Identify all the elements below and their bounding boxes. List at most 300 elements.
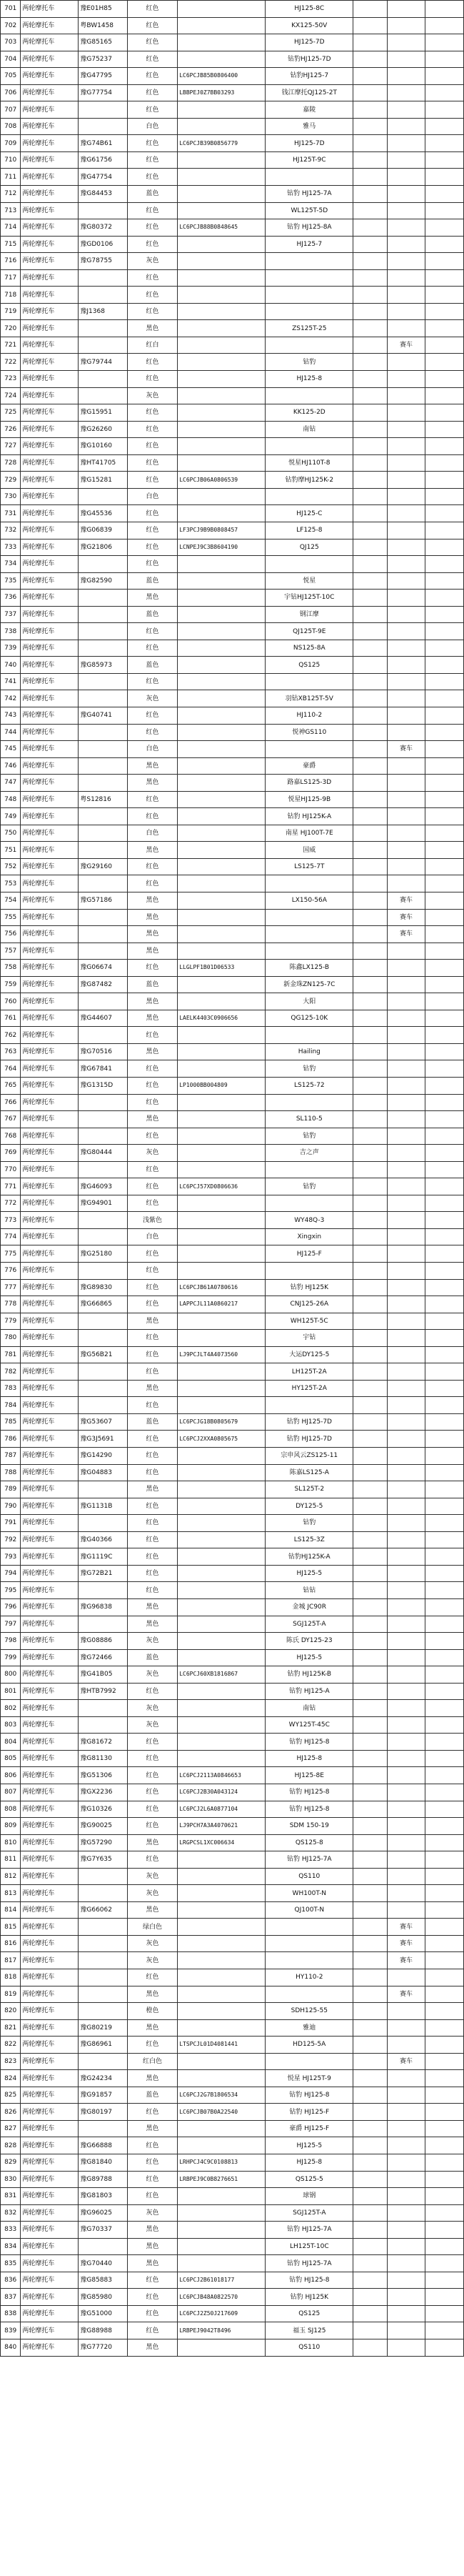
blank-cell (353, 606, 387, 623)
blank-cell (425, 404, 464, 422)
note-cell (387, 1363, 425, 1381)
blank-cell (425, 151, 464, 169)
blank-cell (353, 472, 387, 489)
vehicle-model: KX125-50V (266, 17, 353, 34)
plate-number: 豫G90025 (79, 1818, 127, 1835)
plate-number (79, 2238, 127, 2255)
blank-cell (425, 741, 464, 758)
note-cell (387, 2154, 425, 2172)
blank-cell (353, 539, 387, 556)
vin-number (178, 791, 266, 808)
blank-cell (353, 151, 387, 169)
blank-cell (353, 2003, 387, 2020)
table-row (1, 539, 464, 556)
vehicle-type: 两轮摩托车 (21, 1649, 79, 1666)
table-row (1, 892, 464, 909)
plate-number: 豫G06674 (79, 960, 127, 977)
vehicle-model: 钻豹 HJ125-7A (266, 186, 353, 203)
vehicle-model (266, 741, 353, 758)
vin-number (178, 1060, 266, 1078)
vehicle-color: 红色 (127, 1178, 177, 1195)
note-cell (387, 1801, 425, 1818)
vin-number (178, 775, 266, 792)
table-row (1, 2037, 464, 2054)
vehicle-color: 蓝色 (127, 2087, 177, 2104)
blank-cell (353, 1279, 387, 1296)
plate-number: 豫G10326 (79, 1801, 127, 1818)
blank-cell (353, 186, 387, 203)
row-number: 730 (1, 488, 21, 505)
row-number: 769 (1, 1145, 21, 1162)
vehicle-type: 两轮摩托车 (21, 2120, 79, 2137)
row-number: 760 (1, 993, 21, 1010)
vehicle-type: 两轮摩托车 (21, 2087, 79, 2104)
plate-number: 豫G70516 (79, 1043, 127, 1060)
table-row (1, 421, 464, 438)
blank-cell (353, 2137, 387, 2154)
plate-number (79, 371, 127, 388)
blank-cell (353, 2289, 387, 2306)
vin-number (178, 1649, 266, 1666)
note-cell: 赛车 (387, 2053, 425, 2070)
table-row (1, 51, 464, 68)
vehicle-type: 两轮摩托车 (21, 960, 79, 977)
blank-cell (353, 2238, 387, 2255)
blank-cell (425, 1700, 464, 1717)
vehicle-color: 红色 (127, 1346, 177, 1363)
blank-cell (425, 17, 464, 34)
vin-number (178, 1, 266, 18)
vin-number: LC6PCJ2G7B1806534 (178, 2087, 266, 2104)
blank-cell (353, 1145, 387, 1162)
blank-cell (353, 875, 387, 892)
plate-number: 豫G81672 (79, 1734, 127, 1751)
vehicle-color: 黑色 (127, 1111, 177, 1128)
row-number: 797 (1, 1616, 21, 1633)
vehicle-model: SGJ125T-A (266, 2204, 353, 2222)
plate-number: 豫G40741 (79, 707, 127, 724)
row-number: 770 (1, 1161, 21, 1178)
note-cell (387, 943, 425, 960)
vehicle-type: 两轮摩托车 (21, 741, 79, 758)
row-number: 766 (1, 1094, 21, 1111)
vehicle-model: 大运DY125-5 (266, 1346, 353, 1363)
row-number: 741 (1, 673, 21, 690)
row-number: 791 (1, 1515, 21, 1532)
blank-cell (425, 2289, 464, 2306)
blank-cell (425, 2204, 464, 2222)
vin-number (178, 253, 266, 270)
blank-cell (425, 1228, 464, 1245)
blank-cell (353, 623, 387, 640)
vehicle-model (266, 943, 353, 960)
vin-number (178, 1901, 266, 1919)
plate-number (79, 724, 127, 741)
vehicle-color: 灰色 (127, 1868, 177, 1885)
note-cell (387, 2322, 425, 2339)
blank-cell (425, 387, 464, 404)
vehicle-type: 两轮摩托车 (21, 1616, 79, 1633)
vin-number (178, 354, 266, 371)
row-number: 828 (1, 2137, 21, 2154)
note-cell (387, 1060, 425, 1078)
vin-number (178, 1111, 266, 1128)
note-cell: 赛车 (387, 1919, 425, 1936)
vehicle-type: 两轮摩托车 (21, 757, 79, 775)
plate-number (79, 1515, 127, 1532)
vehicle-type: 两轮摩托车 (21, 1683, 79, 1700)
vehicle-color: 黑色 (127, 926, 177, 943)
blank-cell (425, 2070, 464, 2087)
vehicle-type: 两轮摩托车 (21, 522, 79, 539)
blank-cell (425, 84, 464, 101)
plate-number: 豫G47795 (79, 68, 127, 85)
note-cell (387, 1666, 425, 1684)
vin-number (178, 454, 266, 472)
vehicle-type: 两轮摩托车 (21, 2171, 79, 2188)
vehicle-color: 蓝色 (127, 1413, 177, 1431)
vehicle-type: 两轮摩托车 (21, 1700, 79, 1717)
vin-number (178, 34, 266, 51)
vehicle-color: 黑色 (127, 1834, 177, 1851)
vehicle-model (266, 556, 353, 573)
vehicle-type: 两轮摩托车 (21, 1582, 79, 1599)
plate-number: 豫G79744 (79, 354, 127, 371)
vehicle-color: 红色 (127, 202, 177, 219)
blank-cell (425, 1952, 464, 1969)
vin-number: LC6PCJB61A0780616 (178, 1279, 266, 1296)
vin-number (178, 186, 266, 203)
vehicle-type: 两轮摩托车 (21, 1380, 79, 1397)
vehicle-type: 两轮摩托车 (21, 1818, 79, 1835)
vehicle-color: 红色 (127, 1683, 177, 1700)
row-number: 757 (1, 943, 21, 960)
vin-number (178, 1935, 266, 1952)
blank-cell (425, 707, 464, 724)
vehicle-type: 两轮摩托车 (21, 337, 79, 354)
vehicle-type: 两轮摩托车 (21, 1498, 79, 1515)
vin-number (178, 1885, 266, 1902)
vin-number (178, 590, 266, 607)
vehicle-color: 黑色 (127, 2070, 177, 2087)
table-row (1, 1784, 464, 1801)
plate-number: 豫G15951 (79, 404, 127, 422)
table-row (1, 34, 464, 51)
row-number: 829 (1, 2154, 21, 2172)
vehicle-model: SDM 150-19 (266, 1818, 353, 1835)
blank-cell (353, 269, 387, 287)
vehicle-color: 红色 (127, 556, 177, 573)
vehicle-model: 雅迪 (266, 2019, 353, 2037)
table-row (1, 1296, 464, 1313)
table-row (1, 522, 464, 539)
vehicle-type: 两轮摩托车 (21, 1027, 79, 1044)
note-cell (387, 1750, 425, 1767)
vehicle-color: 红色 (127, 858, 177, 875)
table-row (1, 1683, 464, 1700)
vin-number (178, 909, 266, 926)
blank-cell (425, 421, 464, 438)
note-cell (387, 960, 425, 977)
row-number: 815 (1, 1919, 21, 1936)
vehicle-type: 两轮摩托车 (21, 1565, 79, 1582)
table-row (1, 606, 464, 623)
vehicle-color: 红色 (127, 522, 177, 539)
vin-number: LAELK4403C0906656 (178, 1010, 266, 1027)
blank-cell (353, 640, 387, 657)
plate-number: 粤BW1458 (79, 17, 127, 34)
row-number: 765 (1, 1078, 21, 1095)
vin-number: LBBPEJ0Z7BB03293 (178, 84, 266, 101)
row-number: 743 (1, 707, 21, 724)
blank-cell (353, 101, 387, 119)
vin-number (178, 1145, 266, 1162)
blank-cell (353, 1380, 387, 1397)
table-row (1, 68, 464, 85)
note-cell (387, 1834, 425, 1851)
note-cell (387, 2087, 425, 2104)
plate-number (79, 1700, 127, 1717)
row-number: 707 (1, 101, 21, 119)
plate-number (79, 741, 127, 758)
vehicle-color: 红色 (127, 539, 177, 556)
vehicle-model: 钻豹 (266, 354, 353, 371)
note-cell (387, 623, 425, 640)
note-cell (387, 287, 425, 304)
vehicle-type: 两轮摩托车 (21, 2204, 79, 2222)
vehicle-type: 两轮摩托车 (21, 1363, 79, 1381)
table-row (1, 825, 464, 842)
blank-cell (353, 1346, 387, 1363)
row-number: 822 (1, 2037, 21, 2054)
vehicle-color: 黑色 (127, 775, 177, 792)
vehicle-model: 国威 (266, 842, 353, 859)
blank-cell (353, 2104, 387, 2121)
vehicle-color: 白色 (127, 1228, 177, 1245)
vehicle-model: 钻豹HJ125-7 (266, 68, 353, 85)
row-number: 780 (1, 1330, 21, 1347)
note-cell (387, 1784, 425, 1801)
vehicle-color: 橙色 (127, 2003, 177, 2020)
vehicle-type: 两轮摩托车 (21, 1666, 79, 1684)
table-row (1, 1649, 464, 1666)
note-cell: 赛车 (387, 1986, 425, 2003)
table-row (1, 1448, 464, 1465)
table-row (1, 943, 464, 960)
vehicle-color: 黑色 (127, 1043, 177, 1060)
vin-number (178, 1481, 266, 1498)
blank-cell (425, 1195, 464, 1212)
vehicle-model: 宇钻HJ125T-10C (266, 590, 353, 607)
blank-cell (425, 623, 464, 640)
vehicle-type: 两轮摩托车 (21, 707, 79, 724)
vin-number (178, 1195, 266, 1212)
plate-number (79, 590, 127, 607)
vin-number (178, 1363, 266, 1381)
vin-number: LRGPCSL1XC006634 (178, 1834, 266, 1851)
note-cell (387, 1313, 425, 1330)
note-cell (387, 1413, 425, 1431)
note-cell (387, 169, 425, 186)
row-number: 724 (1, 387, 21, 404)
row-number: 713 (1, 202, 21, 219)
vehicle-color: 红色 (127, 454, 177, 472)
plate-number: 豫G51000 (79, 2305, 127, 2322)
table-row (1, 17, 464, 34)
blank-cell (425, 539, 464, 556)
blank-cell (353, 169, 387, 186)
table-row (1, 1330, 464, 1347)
table-row (1, 757, 464, 775)
row-number: 759 (1, 976, 21, 993)
blank-cell (425, 522, 464, 539)
row-number: 742 (1, 690, 21, 707)
vehicle-color: 灰色 (127, 1633, 177, 1650)
vehicle-color: 黑色 (127, 943, 177, 960)
vehicle-type: 两轮摩托车 (21, 842, 79, 859)
vehicle-model: 钢江摩 (266, 606, 353, 623)
blank-cell (353, 572, 387, 590)
vehicle-type: 两轮摩托车 (21, 1431, 79, 1448)
vin-number (178, 976, 266, 993)
table-row (1, 1616, 464, 1633)
vehicle-color: 红色 (127, 1734, 177, 1751)
vin-number (178, 1043, 266, 1060)
table-row (1, 219, 464, 237)
blank-cell (425, 858, 464, 875)
vehicle-color: 红色 (127, 2188, 177, 2205)
table-row (1, 1010, 464, 1027)
note-cell (387, 791, 425, 808)
vehicle-color: 红色 (127, 1498, 177, 1515)
row-number: 745 (1, 741, 21, 758)
note-cell (387, 673, 425, 690)
blank-cell (353, 775, 387, 792)
table-row (1, 926, 464, 943)
vehicle-color: 黑色 (127, 1313, 177, 1330)
plate-number: 豫G85973 (79, 657, 127, 674)
table-row (1, 1851, 464, 1869)
plate-number: 豫G81130 (79, 1750, 127, 1767)
row-number: 809 (1, 1818, 21, 1835)
blank-cell (353, 993, 387, 1010)
vehicle-model: HJ125-8 (266, 1750, 353, 1767)
table-row (1, 1279, 464, 1296)
vehicle-color: 白色 (127, 488, 177, 505)
vehicle-type: 两轮摩托车 (21, 724, 79, 741)
vehicle-color: 红色 (127, 1750, 177, 1767)
blank-cell (425, 606, 464, 623)
note-cell (387, 303, 425, 320)
vehicle-color: 红色 (127, 135, 177, 152)
vin-number (178, 169, 266, 186)
plate-number: 豫G61756 (79, 151, 127, 169)
plate-number: 豫G66865 (79, 1296, 127, 1313)
table-row (1, 1633, 464, 1650)
blank-cell (353, 1212, 387, 1229)
note-cell (387, 84, 425, 101)
note-cell (387, 51, 425, 68)
row-number: 705 (1, 68, 21, 85)
table-row (1, 673, 464, 690)
table-row (1, 1818, 464, 1835)
blank-cell (353, 1818, 387, 1835)
vin-number (178, 1969, 266, 1986)
note-cell (387, 269, 425, 287)
vehicle-model: QJ125T-9E (266, 623, 353, 640)
blank-cell (353, 2087, 387, 2104)
row-number: 817 (1, 1952, 21, 1969)
plate-number: 豫G1315D (79, 1078, 127, 1095)
blank-cell (425, 757, 464, 775)
plate-number: 豫G29160 (79, 858, 127, 875)
blank-cell (425, 892, 464, 909)
blank-cell (353, 118, 387, 135)
vin-number (178, 1734, 266, 1751)
vehicle-type: 两轮摩托车 (21, 169, 79, 186)
row-number: 756 (1, 926, 21, 943)
vin-number (178, 1380, 266, 1397)
vehicle-model: HJ125-5 (266, 1649, 353, 1666)
vehicle-color: 红色 (127, 68, 177, 85)
table-row (1, 2003, 464, 2020)
vin-number (178, 2003, 266, 2020)
blank-cell (425, 1397, 464, 1414)
note-cell (387, 1431, 425, 1448)
vehicle-color: 蓝色 (127, 186, 177, 203)
vin-number (178, 236, 266, 253)
note-cell (387, 1178, 425, 1195)
vehicle-model: HJ125-5 (266, 1565, 353, 1582)
table-row (1, 1413, 464, 1431)
vehicle-type: 两轮摩托车 (21, 2289, 79, 2306)
blank-cell (353, 724, 387, 741)
vehicle-type: 两轮摩托车 (21, 1228, 79, 1245)
vehicle-model (266, 1094, 353, 1111)
plate-number: 豫G51306 (79, 1767, 127, 1784)
blank-cell (425, 135, 464, 152)
vin-number (178, 2238, 266, 2255)
vehicle-color: 黑色 (127, 1010, 177, 1027)
plate-number (79, 1228, 127, 1245)
note-cell (387, 976, 425, 993)
row-number: 814 (1, 1901, 21, 1919)
vehicle-type: 两轮摩托车 (21, 472, 79, 489)
table-row (1, 2053, 464, 2070)
table-row (1, 741, 464, 758)
vehicle-model (266, 387, 353, 404)
plate-number: 豫G53607 (79, 1413, 127, 1431)
plate-number: 豫G14290 (79, 1448, 127, 1465)
row-number: 786 (1, 1431, 21, 1448)
vin-number (178, 1750, 266, 1767)
plate-number: 豫G80197 (79, 2104, 127, 2121)
note-cell (387, 1969, 425, 1986)
blank-cell (425, 1986, 464, 2003)
vehicle-model: SL110-5 (266, 1111, 353, 1128)
blank-cell (353, 2070, 387, 2087)
vin-number (178, 2053, 266, 2070)
table-row (1, 2188, 464, 2205)
vin-number (178, 1228, 266, 1245)
blank-cell (425, 202, 464, 219)
blank-cell (353, 1734, 387, 1751)
plate-number (79, 1481, 127, 1498)
plate-number: 豫G57290 (79, 1834, 127, 1851)
blank-cell (425, 1413, 464, 1431)
plate-number (79, 909, 127, 926)
row-number: 738 (1, 623, 21, 640)
